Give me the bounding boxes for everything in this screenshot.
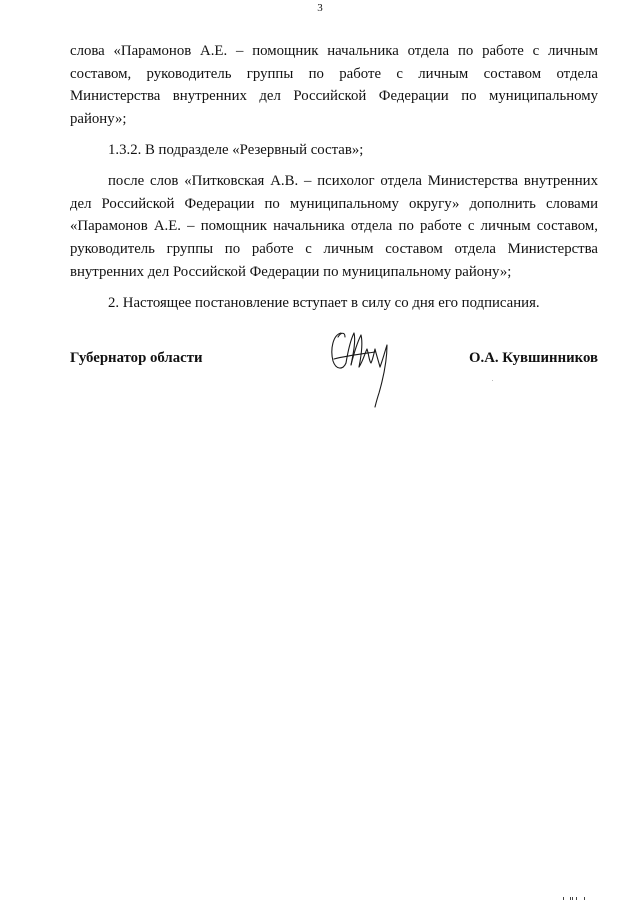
paragraph-reserve-section: 1.3.2. В подразделе «Резервный состав»; — [108, 141, 364, 158]
document-body — [70, 40, 598, 314]
scan-dot — [492, 380, 493, 381]
signer-name: О.А. Кувшинников — [469, 350, 598, 366]
paragraph-effective-date: 2. Настоящее постановление вступает в силу со дня его подписания. — [108, 294, 540, 311]
paragraph-addition: после слов «Питковская А.В. – психолог отдела Министерства внутренних дел Российской Федерации по муниципальному округу» дополнить словами «Парамонов А.Е. – помощник начальника отдела по работе с личным составом, руководитель группы по работе с личным составом отдела Министерства внутренних дел Российской Федерации по муниципальному району»; — [70, 173, 598, 280]
page-number: 3 — [317, 2, 323, 14]
handwritten-signature — [327, 323, 399, 408]
paragraph-amendment-text: слова «Парамонов А.Е. – помощник начальника отдела по работе с личным составом, руководитель группы по работе с личным составом отдела Министерства внутренних дел Российской Федерации по муниципальному району»; — [70, 43, 598, 127]
footer-scan-marks — [563, 896, 587, 902]
signer-title: Губернатор области — [70, 350, 203, 366]
